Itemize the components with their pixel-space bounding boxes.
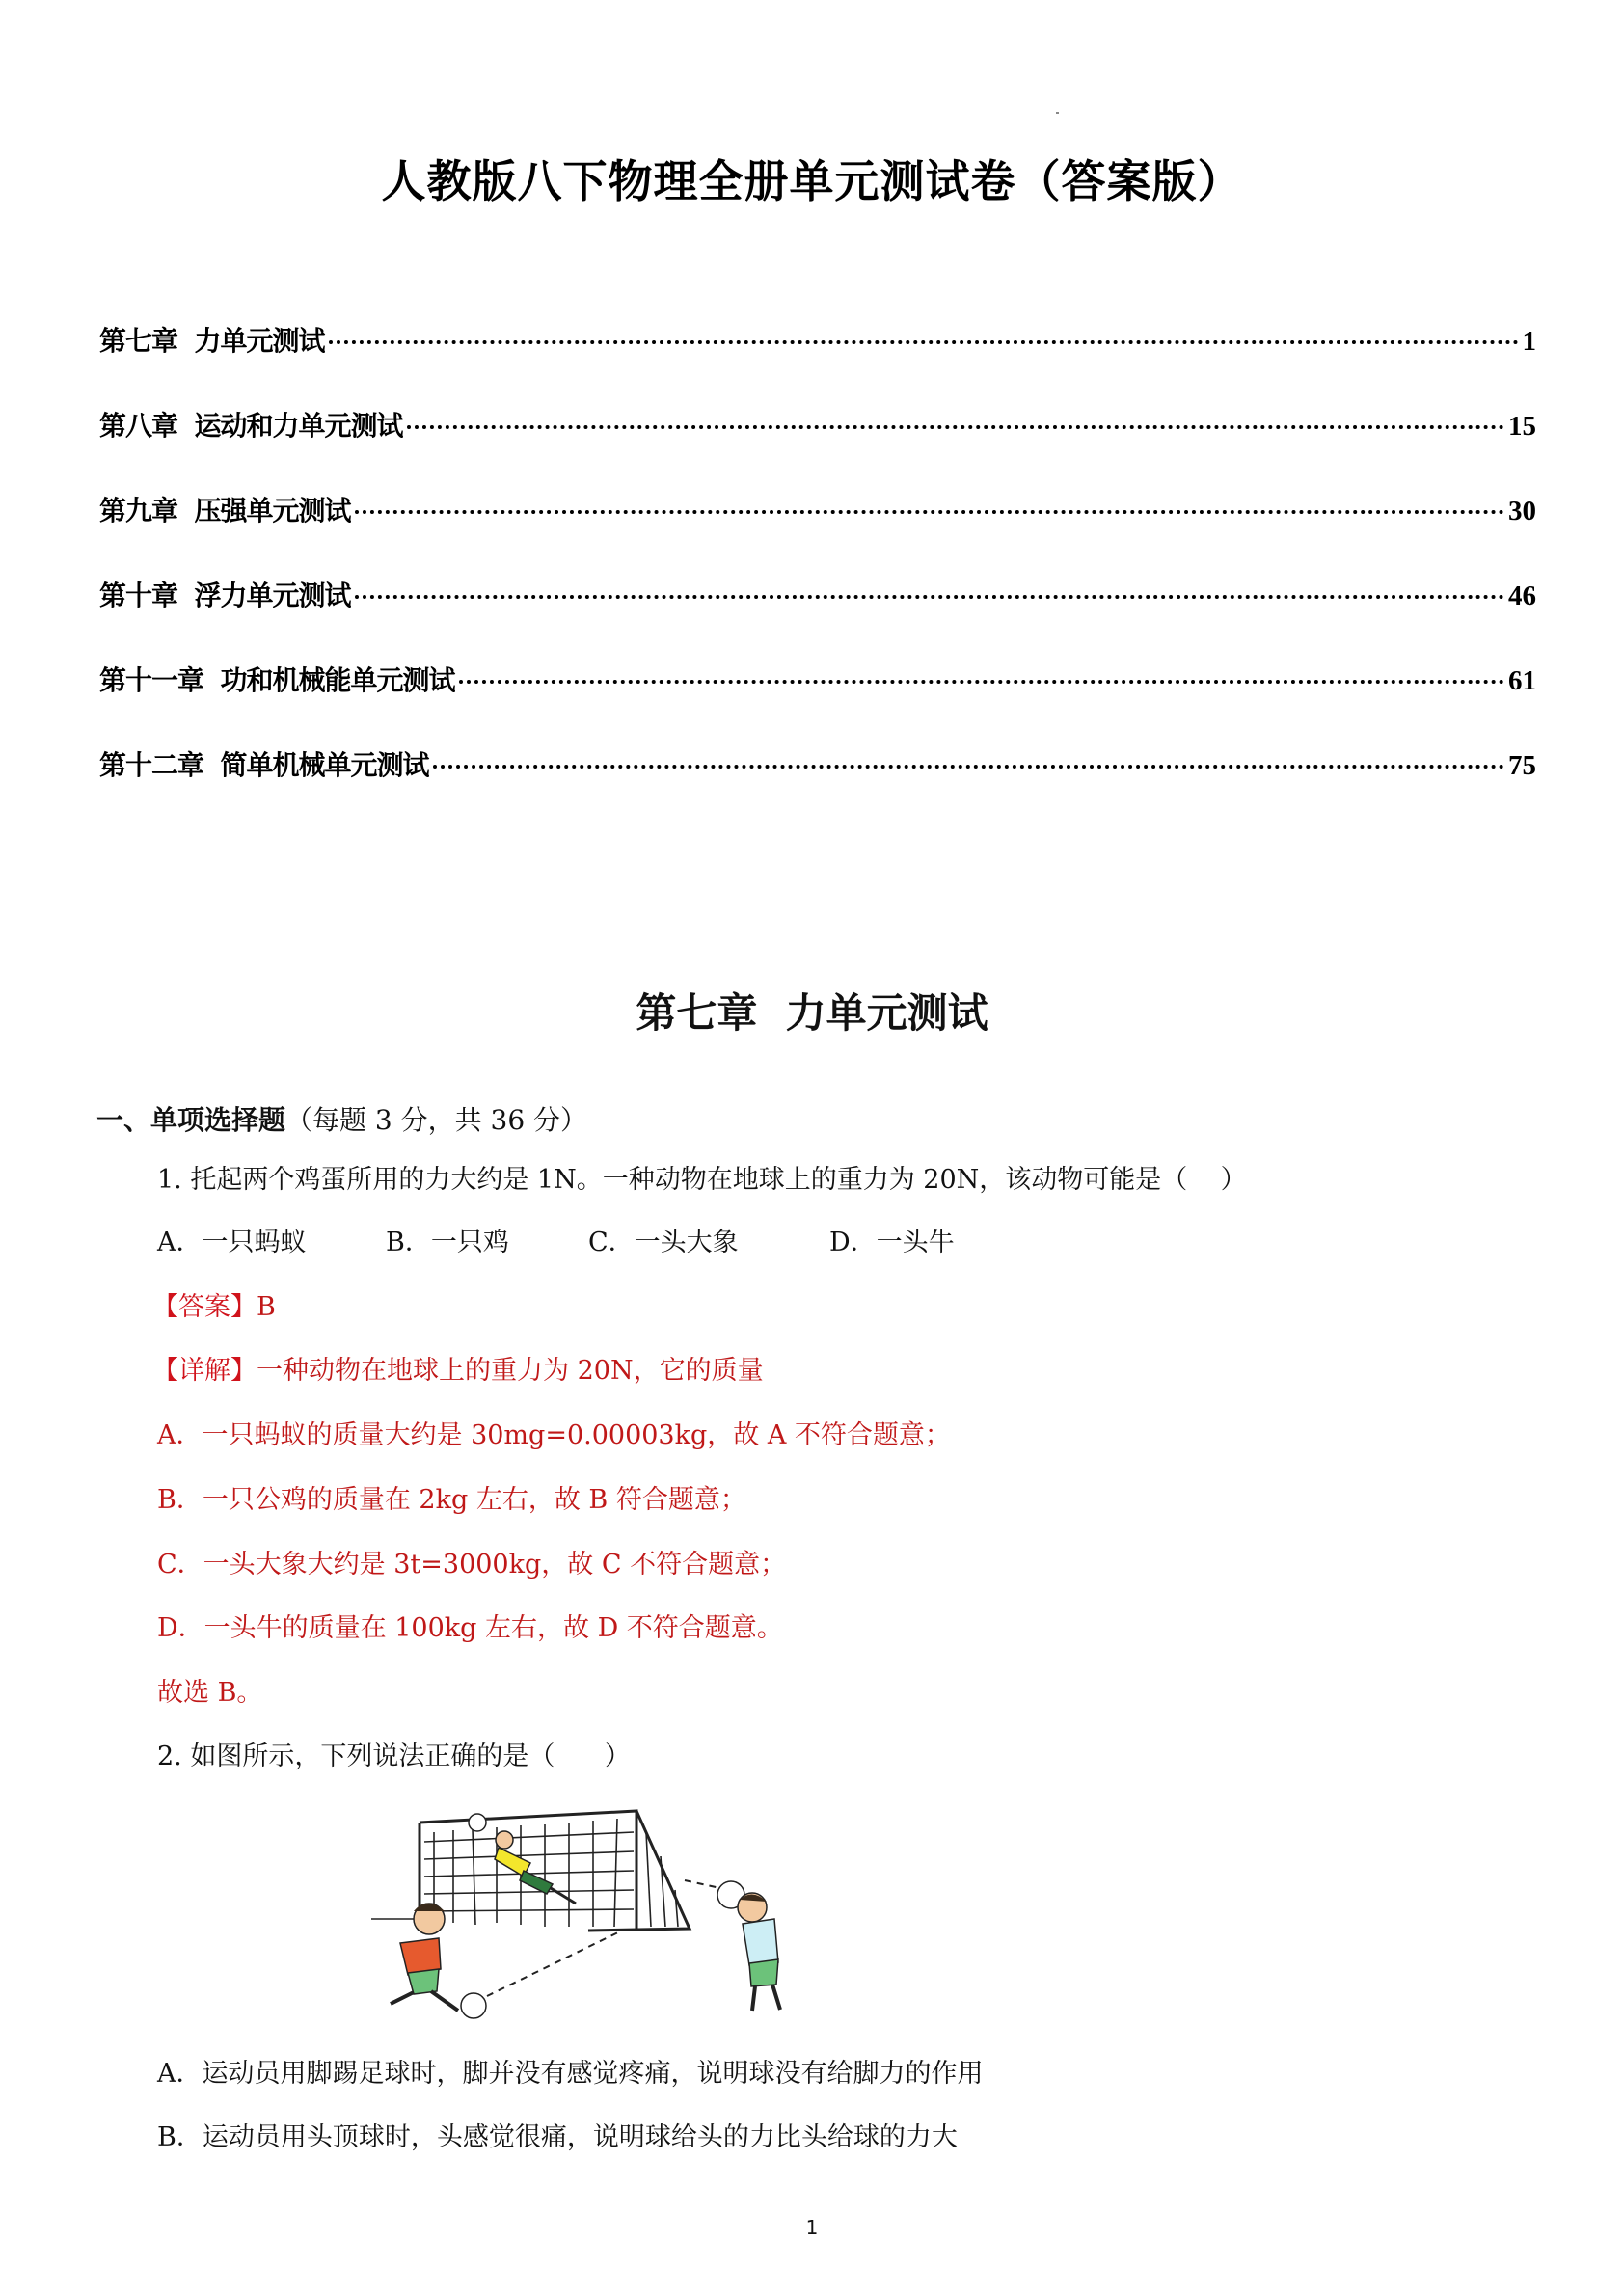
explanation-intro <box>152 1356 764 1387</box>
toc-entry-label: 第十二章 简单机械单元测试 <box>99 749 429 781</box>
section-heading <box>96 1099 587 1138</box>
toc-dot-leader <box>459 680 1505 684</box>
kicking-player <box>391 1904 486 2019</box>
question-2-stem: 2. 如图所示，下列说法正确的是（ ） <box>157 1742 631 1771</box>
explanation-line: B．一只公鸡的质量在 2kg 左右，故 B 符合题意； <box>157 1485 746 1515</box>
explanation-line: C．一头大象大约是 3t=3000kg，故 C 不符合题意； <box>157 1550 787 1580</box>
toc-entry-page: 1 <box>1522 326 1536 357</box>
toc-entry-label: 第八章 运动和力单元测试 <box>99 410 403 442</box>
question-1-stem: 1. 托起两个鸡蛋所用的力大约是 1N。一种动物在地球上的重力为 20N，该动物可能是（ ） <box>157 1165 1247 1195</box>
toc-entry[interactable] <box>99 660 1536 744</box>
toc-entry[interactable] <box>99 405 1536 490</box>
answer-value: B <box>257 1292 276 1322</box>
toc-dot-leader <box>329 340 1519 344</box>
toc-entry-page: 30 <box>1508 496 1536 526</box>
toc-entry-page: 75 <box>1508 750 1536 781</box>
option-b: B．一只鸡 <box>386 1228 509 1257</box>
toc-dot-leader <box>355 595 1505 599</box>
toc-entry-page: 15 <box>1508 411 1536 442</box>
toc-dot-leader <box>433 765 1505 769</box>
toc-dot-leader <box>355 510 1505 514</box>
ball-trajectory <box>487 1880 720 1996</box>
explain-intro-text: 一种动物在地球上的重力为 20N，它的质量 <box>257 1356 764 1386</box>
toc-entry[interactable] <box>99 490 1536 575</box>
toc-entry-label: 第七章 力单元测试 <box>99 325 325 357</box>
toc-entry-label: 第十章 浮力单元测试 <box>99 580 351 611</box>
toc-entry[interactable] <box>99 744 1536 829</box>
section-note: （每题 3 分，共 36 分） <box>285 1104 588 1136</box>
goal-frame <box>420 1811 690 1930</box>
heading-player <box>717 1881 780 2011</box>
section-label: 一、单项选择题 <box>96 1104 286 1136</box>
page-number: 1 <box>805 2216 819 2239</box>
option-a: A．一只蚂蚁 <box>157 1228 307 1257</box>
table-of-contents <box>99 320 1536 829</box>
scan-speck <box>1056 112 1059 114</box>
explanation-line: A．一只蚂蚁的质量大约是 30mg=0.00003kg，故 A 不符合题意； <box>157 1420 951 1450</box>
chapter-title: 第七章 力单元测试 <box>636 989 988 1037</box>
toc-dot-leader <box>407 425 1505 429</box>
toc-entry-page: 61 <box>1508 665 1536 696</box>
question-1-options <box>157 1228 955 1258</box>
toc-entry[interactable] <box>99 320 1536 405</box>
toc-entry[interactable] <box>99 575 1536 660</box>
document-title: 人教版八下物理全册单元测试卷（答案版） <box>381 155 1243 207</box>
question-2-option-b: B．运动员用头顶球时，头感觉很痛，说明球给头的力比头给球的力大 <box>157 2122 958 2152</box>
explain-tag: 【详解】 <box>152 1356 257 1386</box>
goal-net <box>424 1819 678 1927</box>
option-c: C．一头大象 <box>588 1228 739 1257</box>
explanation-line: D．一头牛的质量在 100kg 左右，故 D 不符合题意。 <box>157 1613 783 1643</box>
conclusion: 故选 B。 <box>157 1678 263 1708</box>
option-d: D．一头牛 <box>829 1228 955 1257</box>
toc-entry-label: 第十一章 功和机械能单元测试 <box>99 664 455 696</box>
toc-entry-label: 第九章 压强单元测试 <box>99 495 351 526</box>
answer-line <box>152 1292 276 1323</box>
answer-tag: 【答案】 <box>152 1292 257 1322</box>
toc-entry-page: 46 <box>1508 580 1536 611</box>
soccer-illustration <box>362 1803 805 2025</box>
goalkeeper <box>469 1814 576 1904</box>
question-2-option-a: A．运动员用脚踢足球时，脚并没有感觉疼痛，说明球没有给脚力的作用 <box>157 2059 984 2089</box>
